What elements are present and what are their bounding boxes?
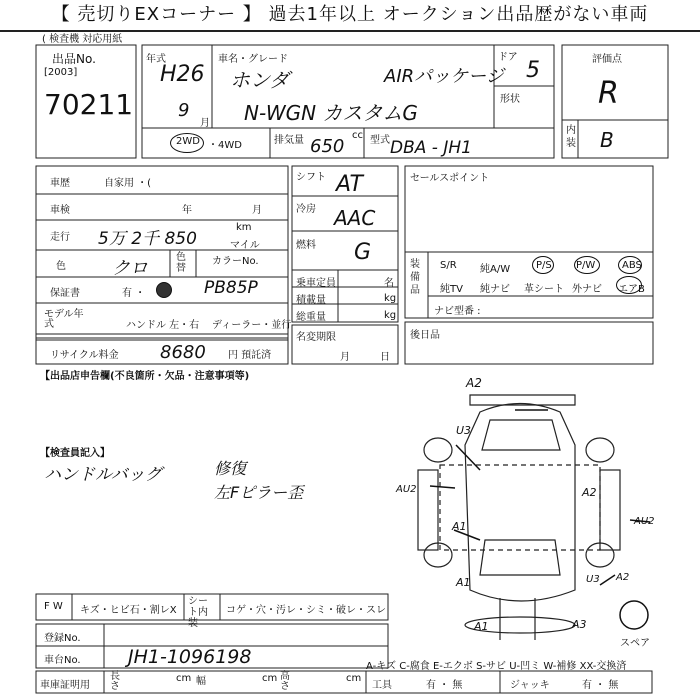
load-unit: kg — [384, 293, 397, 304]
warranty-label: 保証書 — [50, 288, 80, 299]
door-label: ドア — [498, 52, 518, 63]
name-label: 車名・グレード — [218, 54, 288, 65]
height-label: 高さ — [280, 671, 290, 692]
tools-value: 有 ・ 無 — [426, 680, 463, 691]
length-label: 長さ — [110, 671, 120, 692]
mileage-value: 5万 2千 850 — [98, 229, 197, 249]
inspection-label: 車検 — [50, 205, 70, 216]
handle-label: ハンドル 左・右 — [126, 320, 200, 331]
inspector-note-3: 左Fピラー歪 — [214, 483, 304, 502]
equip-ps-circle — [532, 256, 554, 274]
chassis-label: 車台No. — [44, 655, 81, 666]
mark-left-rear: A1 — [456, 576, 471, 589]
equip-sr: S/R — [440, 260, 457, 271]
chassis-value: JH1-1096198 — [128, 646, 252, 668]
inspector-label: 【検査員記入】 — [40, 448, 110, 459]
month-value: 9 — [178, 100, 190, 121]
equip-ext-navi: 外ナビ — [572, 284, 602, 295]
mark-bumper-left: A1 — [474, 620, 489, 633]
fuel-label: 燃料 — [296, 240, 316, 251]
km-unit: km — [236, 222, 252, 233]
seat-label: シート内装 — [188, 596, 208, 629]
mark-rear-right: A2 — [616, 572, 630, 583]
header-banner: 【 売切りEXコーナー 】 過去1年以上 オークション出品歴がない車両 — [0, 0, 700, 32]
shift-value: AT — [336, 172, 363, 197]
inspection-month-unit: 月 — [252, 205, 262, 216]
cert-label: 車庫証明用 — [40, 680, 90, 691]
cut-note: ( 検査機 対応用紙 — [42, 34, 123, 45]
mark-right-door: A2 — [582, 486, 597, 499]
tools-label: 工具 — [372, 680, 392, 691]
mileage-label: 走行 — [50, 232, 70, 243]
width-cm: cm — [262, 673, 278, 684]
displacement-value: 650 — [310, 136, 345, 157]
seat-items: コゲ・穴・汚レ・シミ・破レ・スレ — [226, 605, 386, 616]
color-value: クロ — [112, 258, 148, 279]
shape-label: 形状 — [500, 94, 520, 105]
equipment-label: 装備品 — [410, 259, 420, 296]
length-cm: cm — [176, 673, 192, 684]
rename-month-unit: 月 — [340, 352, 350, 363]
interior-label: 内装 — [566, 125, 576, 149]
color-label: 色 — [56, 261, 66, 272]
lot-stamp: [2003] — [44, 67, 78, 78]
equip-ps: P/S — [536, 260, 552, 271]
sales-label: セールスポイント — [410, 173, 490, 184]
spare-label: スペア — [620, 638, 650, 649]
door-value: 5 — [526, 58, 540, 83]
maker-value: ホンダ — [230, 68, 290, 92]
month-unit: 月 — [200, 118, 210, 129]
fw-label: F W — [44, 601, 63, 612]
gross-label: 総重量 — [296, 312, 326, 323]
lot-label: 出品No. — [52, 52, 96, 66]
equip-leather: 革シート — [524, 284, 564, 295]
rename-label: 名変期限 — [296, 332, 336, 343]
cc-unit: cc — [352, 130, 363, 141]
type-label: 型式 — [370, 135, 390, 146]
mile-unit: マイル — [230, 240, 260, 251]
ac-label: 冷房 — [296, 204, 316, 215]
equip-airbag-circle — [616, 276, 642, 294]
equip-tv: 純TV — [440, 284, 463, 295]
reg-label: 登録No. — [44, 633, 81, 644]
mark-left-front: U3 — [456, 424, 472, 437]
equip-abs: ABS — [622, 260, 642, 271]
package-value: AIRパッケージ — [384, 66, 504, 87]
equip-pw: P/W — [576, 260, 596, 271]
equip-aw: 純A/W — [480, 264, 511, 275]
mark-left-door: A1 — [452, 520, 467, 533]
rename-day-unit: 日 — [380, 352, 390, 363]
equip-airbag: エアB — [618, 284, 645, 295]
declaration-label: 【出品店申告欄(不良箇所・欠品・注意事項等) — [40, 371, 250, 382]
mark-right-pillar: AU2 — [634, 516, 655, 527]
jack-label: ジャッキ — [510, 680, 550, 691]
color-no-value: PB85P — [204, 278, 258, 298]
capacity-unit: 名 — [384, 278, 394, 289]
capacity-label: 乗車定員 — [296, 278, 336, 289]
recycle-unit: 円 預託済 — [228, 350, 272, 361]
height-cm: cm — [346, 673, 362, 684]
inspector-note-1: ハンドルバッグ — [44, 465, 162, 485]
equip-abs-circle — [618, 256, 642, 274]
displacement-label: 排気量 — [274, 135, 304, 146]
history-value: 自家用 ・( — [104, 178, 152, 189]
warranty-none-mark — [156, 282, 172, 298]
gross-unit: kg — [384, 310, 397, 321]
type-value: DBA - JH1 — [390, 138, 472, 158]
interior-value: B — [600, 128, 614, 152]
lot-number: 70211 — [44, 88, 134, 121]
dealer-label: ディーラー・並行 — [212, 320, 292, 331]
warranty-value: 有 ・ — [122, 288, 146, 299]
equip-pw-circle — [574, 256, 600, 274]
inspector-note-2: 修復 — [214, 459, 247, 478]
fuel-value: G — [354, 240, 372, 265]
change-label: 色替 — [176, 252, 186, 274]
equip-navi: 純ナビ — [480, 284, 510, 295]
inspection-year-unit: 年 — [182, 205, 192, 216]
car-diagram — [418, 395, 620, 640]
mark-bumper-right: A3 — [572, 618, 587, 631]
jack-value: 有 ・ 無 — [582, 680, 619, 691]
model-value: N-WGN カスタムG — [244, 101, 418, 125]
mark-left-pillar: AU2 — [396, 484, 417, 495]
width-label: 幅 — [196, 676, 206, 687]
score-label: 評価点 — [592, 54, 622, 65]
drive-2wd: 2WD — [176, 136, 200, 147]
year-value: H26 — [160, 62, 205, 87]
recycle-value: 8680 — [160, 342, 206, 363]
after-label: 後日品 — [410, 330, 440, 341]
damage-legend: A-キズ C-腐食 E-エクボ S-サビ U-凹ミ W-補修 XX-交換済 — [366, 661, 627, 672]
shift-label: シフト — [296, 172, 326, 183]
load-label: 積載量 — [296, 295, 326, 306]
navi-label: ナビ型番 : — [434, 306, 481, 317]
mark-rear-dent: U3 — [586, 574, 600, 585]
drive-4wd: ・4WD — [208, 140, 242, 151]
color-no-label: カラーNo. — [212, 256, 259, 267]
year-label: 年式 — [146, 54, 166, 65]
fw-items: キズ・ヒビ石・割レX — [80, 605, 177, 616]
score-value: R — [598, 76, 619, 111]
recycle-label: リサイクル料金 — [50, 350, 119, 361]
history-label: 車歴 — [50, 178, 70, 189]
mark-top: A2 — [466, 376, 482, 390]
ac-value: AAC — [334, 206, 376, 230]
model-year-label: モデル年式 — [44, 309, 84, 330]
